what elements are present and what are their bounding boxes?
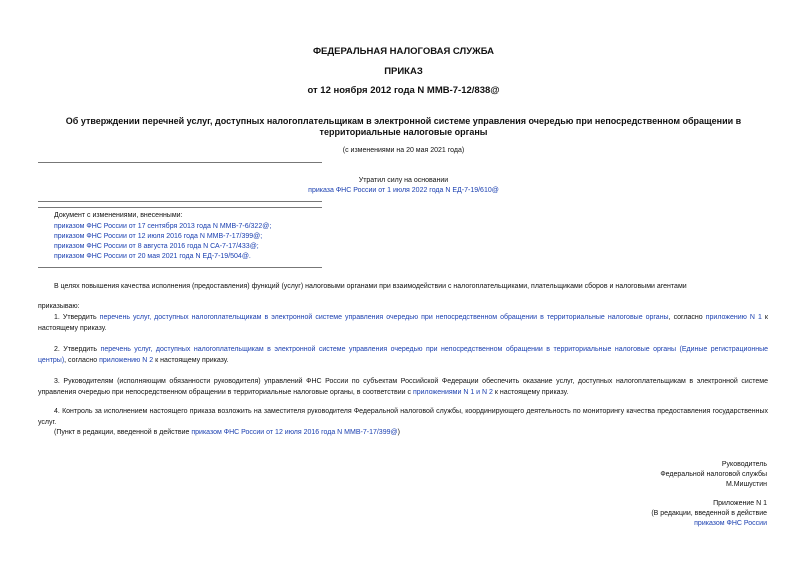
p1-link[interactable]: перечень услуг, доступных налогоплательщикам в электронной системе управления очередью при непосредственном обращении в территориальные налоговые органы: [99, 314, 669, 321]
amendment-link[interactable]: приказом ФНС России от 20 мая 2021 года N ЕД-7-19/504@.: [54, 253, 251, 260]
paragraph-4: 4. Контроль за исполнением настоящего приказа возложить на заместителя руководителя Федеральной налоговой службы, координирующего деятельность по мониторингу качества предоставления государственных услуг.: [38, 408, 768, 426]
p4-note-link[interactable]: приказом ФНС России от 12 июля 2016 года N ММВ-7-17/399@: [191, 429, 398, 436]
paragraph-4-note: (Пункт в редакции, введенной в действие приказом ФНС России от 12 июля 2016 года N ММВ-7-17/399@): [54, 429, 400, 436]
preamble: В целях повышения качества исполнения (предоставления) функций (услуг) налоговыми органами при взаимодействии с налогоплательщиками, плательщиками сборов и налоговыми агентами: [54, 283, 687, 290]
divider: [38, 201, 322, 202]
lost-force-label: Утратил силу на основании: [358, 177, 449, 184]
signature-org: Федеральной налоговой службы: [660, 471, 767, 478]
appendix-title: Приложение N 1: [713, 500, 767, 507]
appendix-link[interactable]: приказом ФНС России: [694, 520, 767, 527]
amendment-link[interactable]: приказом ФНС России от 8 августа 2016 года N СА-7-17/433@;: [54, 243, 259, 250]
paragraph-3: 3. Руководителям (исполняющим обязанности руководителя) управлений ФНС России по субъектам Российской Федерации обеспечить оказание услуг, доступных налогоплательщикам в электронной системе управления очередью при непосредственном обращении в территориальные налоговые органы, в соответствии с приложениями N 1 и N 2 к настоящему приказу.: [38, 378, 768, 396]
divider: [38, 267, 322, 268]
doc-type: ПРИКАЗ: [384, 66, 423, 77]
order-word: приказываю:: [38, 303, 80, 310]
amendment-link[interactable]: приказом ФНС России от 12 июля 2016 года N ММВ-7-17/399@;: [54, 233, 263, 240]
appendix-note: (В редакции, введенной в действие: [651, 510, 767, 517]
divider: [38, 162, 322, 163]
p3-link[interactable]: приложениями N 1 и N 2: [412, 388, 493, 396]
p1-appendix-link[interactable]: приложению N 1: [705, 314, 762, 321]
signature-name: М.Мишустин: [725, 481, 767, 488]
lost-force-link[interactable]: приказа ФНС России от 1 июля 2022 года N ЕД-7-19/610@: [308, 187, 499, 194]
paragraph-1: 1. Утвердить перечень услуг, доступных налогоплательщикам в электронной системе управления очередью при непосредственном обращении в территориальные налоговые органы, согласно приложению N 1 к настоящему приказу.: [38, 314, 768, 332]
amendment-link[interactable]: приказом ФНС России от 17 сентября 2013 года N ММВ-7-6/322@;: [54, 223, 272, 230]
org-name: ФЕДЕРАЛЬНАЯ НАЛОГОВАЯ СЛУЖБА: [312, 46, 495, 57]
doc-title-line2: территориальные налоговые органы: [319, 127, 488, 137]
divider: [38, 207, 322, 208]
p2-link[interactable]: перечень услуг, доступных налогоплательщикам в электронной системе управления очередью при непосредственном обращении в территориальные налоговые органы (Единые регистрационные центры): [38, 346, 768, 364]
changes-note: (с изменениями на 20 мая 2021 года): [342, 147, 465, 154]
doc-title-line1: Об утверждении перечней услуг, доступных налогоплательщикам в электронной системе управления очередью при непосредственном обращении в: [65, 116, 742, 126]
doc-date-number: от 12 ноября 2012 года N ММВ-7-12/838@: [307, 85, 500, 96]
signature-title: Руководитель: [721, 461, 767, 468]
p2-appendix-link[interactable]: приложению N 2: [99, 356, 154, 364]
amendments-intro: Документ с изменениями, внесенными:: [54, 212, 183, 219]
paragraph-2: 2. Утвердить перечень услуг, доступных налогоплательщикам в электронной системе управления очередью при непосредственном обращении в территориальные налоговые органы (Единые регистрационные центры), согласно приложению N 2 к настоящему приказу.: [38, 346, 768, 364]
